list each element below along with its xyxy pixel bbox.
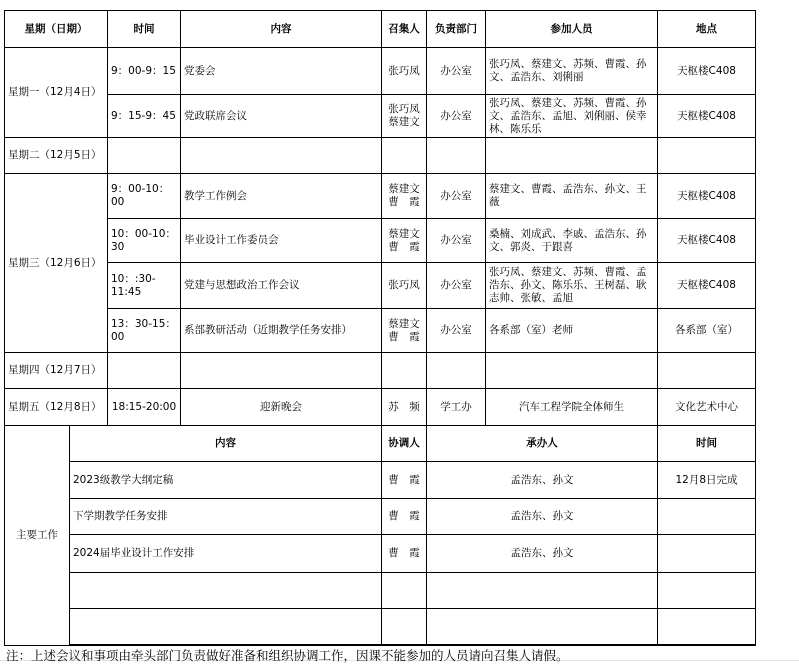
- meeting-content: 党委会: [181, 48, 382, 95]
- empty-cell: [382, 138, 427, 174]
- table-row: [5, 609, 756, 645]
- meeting-dept: 办公室: [427, 263, 486, 309]
- work-coordinator: 曹 霞: [382, 499, 427, 535]
- schedule-table: [4, 10, 756, 646]
- meeting-participants: 桑楠、刘成武、李戚、孟浩东、孙文、郭炎、于跟喜: [486, 219, 658, 263]
- meeting-participants: 张巧凤、蔡建文、苏频、曹霞、孟浩东、孙文、陈乐乐、王树磊、耿志帅、张敏、孟旭: [486, 263, 658, 309]
- empty-cell: [658, 573, 756, 609]
- meeting-content: 党政联席会议: [181, 95, 382, 138]
- meeting-location: 天枢楼C408: [658, 174, 756, 219]
- day-thursday: 星期四（12月7日）: [5, 353, 108, 389]
- meeting-participants: 汽车工程学院全体师生: [486, 389, 658, 426]
- main-work-header-content: 内容: [70, 426, 382, 462]
- empty-cell: [382, 353, 427, 389]
- empty-cell: [108, 138, 181, 174]
- meeting-convener: 蔡建文 曹 霞: [382, 309, 427, 353]
- meeting-content: 系部教研活动（近期教学任务安排）: [181, 309, 382, 353]
- empty-cell: [382, 609, 427, 645]
- header-participants: 参加人员: [486, 11, 658, 48]
- header-time: 时间: [108, 11, 181, 48]
- meeting-location: 天枢楼C408: [658, 263, 756, 309]
- day-tuesday: 星期二（12月5日）: [5, 138, 108, 174]
- meeting-content: 迎新晚会: [181, 389, 382, 426]
- meeting-dept: 办公室: [427, 48, 486, 95]
- table-row: [5, 535, 756, 573]
- meeting-content: 党建与思想政治工作会议: [181, 263, 382, 309]
- header-content: 内容: [181, 11, 382, 48]
- empty-cell: [427, 138, 486, 174]
- table-row: [5, 138, 756, 174]
- meeting-convener: 苏 频: [382, 389, 427, 426]
- header-dept: 负责部门: [427, 11, 486, 48]
- work-coordinator: 曹 霞: [382, 462, 427, 499]
- empty-cell: [382, 573, 427, 609]
- meeting-convener: 蔡建文 曹 霞: [382, 219, 427, 263]
- empty-cell: [658, 353, 756, 389]
- main-work-label: 主要工作: [5, 426, 70, 646]
- main-work-header-row: [5, 426, 756, 462]
- empty-cell: [658, 645, 756, 646]
- meeting-time: 10：00-10：30: [108, 219, 181, 263]
- meeting-time: 9：00-10：00: [108, 174, 181, 219]
- table-row: [5, 573, 756, 609]
- meeting-participants: 各系部（室）老师: [486, 309, 658, 353]
- day-wednesday: 星期三（12月6日）: [5, 174, 108, 353]
- meeting-convener: 张巧凤 蔡建文: [382, 95, 427, 138]
- header-convener: 召集人: [382, 11, 427, 48]
- meeting-location: 天枢楼C408: [658, 219, 756, 263]
- footnote: 注：上述会议和事项由牵头部门负责做好准备和组织协调工作，因课不能参加的人员请向召集人请假。: [6, 648, 569, 663]
- meeting-content: 毕业设计工作委员会: [181, 219, 382, 263]
- meeting-participants: 张巧凤、蔡建文、苏频、曹霞、孙文、孟浩东、刘俐丽: [486, 48, 658, 95]
- meeting-dept: 学工办: [427, 389, 486, 426]
- work-coordinator: 曹 霞: [382, 535, 427, 573]
- table-row: [5, 174, 756, 219]
- empty-cell: [181, 138, 382, 174]
- meeting-convener: 张巧凤: [382, 48, 427, 95]
- work-time: 12月8日完成: [658, 462, 756, 499]
- main-work-header-time: 时间: [658, 426, 756, 462]
- header-location: 地点: [658, 11, 756, 48]
- table-row: [5, 48, 756, 95]
- empty-cell: [70, 573, 382, 609]
- empty-cell: [70, 609, 382, 645]
- day-friday: 星期五（12月8日）: [5, 389, 108, 426]
- table-row: [5, 499, 756, 535]
- empty-cell: [427, 573, 658, 609]
- work-organizer: 孟浩东、孙文: [427, 535, 658, 573]
- empty-cell: [486, 353, 658, 389]
- table-row: [5, 353, 756, 389]
- meeting-content: 教学工作例会: [181, 174, 382, 219]
- main-work-header-organizer: 承办人: [427, 426, 658, 462]
- work-content: 下学期教学任务安排: [70, 499, 382, 535]
- empty-cell: [658, 609, 756, 645]
- table-row: [5, 462, 756, 499]
- work-organizer: 孟浩东、孙文: [427, 499, 658, 535]
- meeting-location: 各系部（室）: [658, 309, 756, 353]
- empty-cell: [427, 609, 658, 645]
- meeting-location: 文化艺术中心: [658, 389, 756, 426]
- work-content: 2023级教学大纲定稿: [70, 462, 382, 499]
- meeting-dept: 办公室: [427, 309, 486, 353]
- table-row: [5, 309, 756, 353]
- work-content: 2024届毕业设计工作安排: [70, 535, 382, 573]
- meeting-time: 13：30-15：00: [108, 309, 181, 353]
- empty-cell: [486, 138, 658, 174]
- meeting-location: 天枢楼C408: [658, 48, 756, 95]
- meeting-dept: 办公室: [427, 95, 486, 138]
- meeting-convener: 张巧凤: [382, 263, 427, 309]
- meeting-time: 9：00-9：15: [108, 48, 181, 95]
- table-row: [5, 389, 756, 426]
- meeting-dept: 办公室: [427, 219, 486, 263]
- meeting-time: 18:15-20:00: [108, 389, 181, 426]
- empty-cell: [658, 138, 756, 174]
- table-row: [5, 95, 756, 138]
- meeting-participants: 蔡建文、曹霞、孟浩东、孙文、王薇: [486, 174, 658, 219]
- table-row: [5, 219, 756, 263]
- meeting-time: 10：:30-11:45: [108, 263, 181, 309]
- day-monday: 星期一（12月4日）: [5, 48, 108, 138]
- meeting-dept: 办公室: [427, 174, 486, 219]
- main-work-header-coordinator: 协调人: [382, 426, 427, 462]
- work-time: [658, 499, 756, 535]
- empty-cell: [108, 353, 181, 389]
- work-organizer: 孟浩东、孙文: [427, 462, 658, 499]
- header-row: [5, 11, 756, 48]
- meeting-location: 天枢楼C408: [658, 95, 756, 138]
- meeting-convener: 蔡建文 曹 霞: [382, 174, 427, 219]
- header-day: 星期（日期）: [5, 11, 108, 48]
- table-row: [5, 263, 756, 309]
- empty-cell: [427, 353, 486, 389]
- meeting-time: 9：15-9：45: [108, 95, 181, 138]
- work-time: [658, 535, 756, 573]
- empty-cell: [181, 353, 382, 389]
- meeting-participants: 张巧凤、蔡建文、苏频、曹霞、孙文、孟浩东、孟旭、刘俐丽、侯幸林、陈乐乐: [486, 95, 658, 138]
